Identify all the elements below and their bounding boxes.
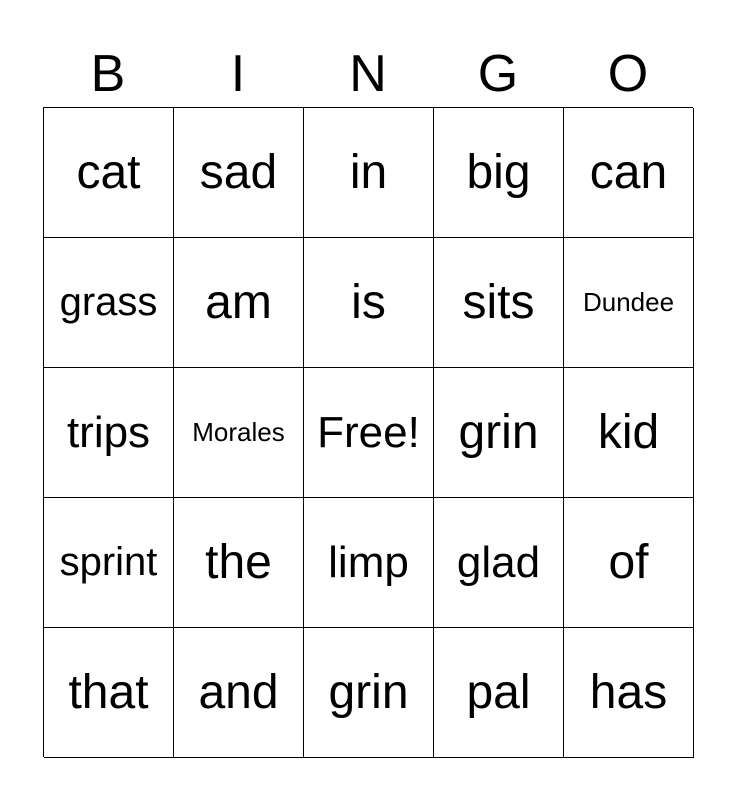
bingo-cell-r5-c3[interactable]: grin xyxy=(304,628,434,758)
bingo-cell-r2-c2[interactable]: am xyxy=(174,238,304,368)
bingo-cell-r2-c1[interactable]: grass xyxy=(44,238,174,368)
bingo-cell-r5-c1[interactable]: that xyxy=(44,628,174,758)
bingo-cell-r3-c2[interactable]: Morales xyxy=(174,368,304,498)
bingo-header xyxy=(43,40,693,108)
bingo-cell-r4-c1[interactable]: sprint xyxy=(44,498,174,628)
bingo-cell-r3-c4[interactable]: grin xyxy=(434,368,564,498)
bingo-cell-r4-c3[interactable]: limp xyxy=(304,498,434,628)
bingo-cell-r2-c3[interactable]: is xyxy=(304,238,434,368)
header-letter-b: B xyxy=(90,45,126,103)
bingo-cell-r5-c2[interactable]: and xyxy=(174,628,304,758)
bingo-cell-r4-c2[interactable]: the xyxy=(174,498,304,628)
bingo-cell-r1-c2[interactable]: sad xyxy=(174,108,304,238)
bingo-cell-r5-c5[interactable]: has xyxy=(564,628,694,758)
bingo-cell-r5-c4[interactable]: pal xyxy=(434,628,564,758)
bingo-cell-r3-c1[interactable]: trips xyxy=(44,368,174,498)
bingo-cell-r1-c5[interactable]: can xyxy=(564,108,694,238)
free-space-cell[interactable]: Free! xyxy=(304,368,434,498)
bingo-cell-r4-c4[interactable]: glad xyxy=(434,498,564,628)
bingo-cell-r1-c4[interactable]: big xyxy=(434,108,564,238)
header-letter-g: G xyxy=(477,45,519,103)
bingo-cell-r1-c1[interactable]: cat xyxy=(44,108,174,238)
bingo-cell-r2-c4[interactable]: sits xyxy=(434,238,564,368)
header-letter-o: O xyxy=(607,45,649,103)
header-letter-i: I xyxy=(230,45,246,103)
bingo-cell-r3-c5[interactable]: kid xyxy=(564,368,694,498)
bingo-board xyxy=(43,107,693,757)
bingo-cell-r1-c3[interactable]: in xyxy=(304,108,434,238)
header-letter-n: N xyxy=(349,45,387,103)
bingo-cell-r4-c5[interactable]: of xyxy=(564,498,694,628)
bingo-cell-r2-c5[interactable]: Dundee xyxy=(564,238,694,368)
